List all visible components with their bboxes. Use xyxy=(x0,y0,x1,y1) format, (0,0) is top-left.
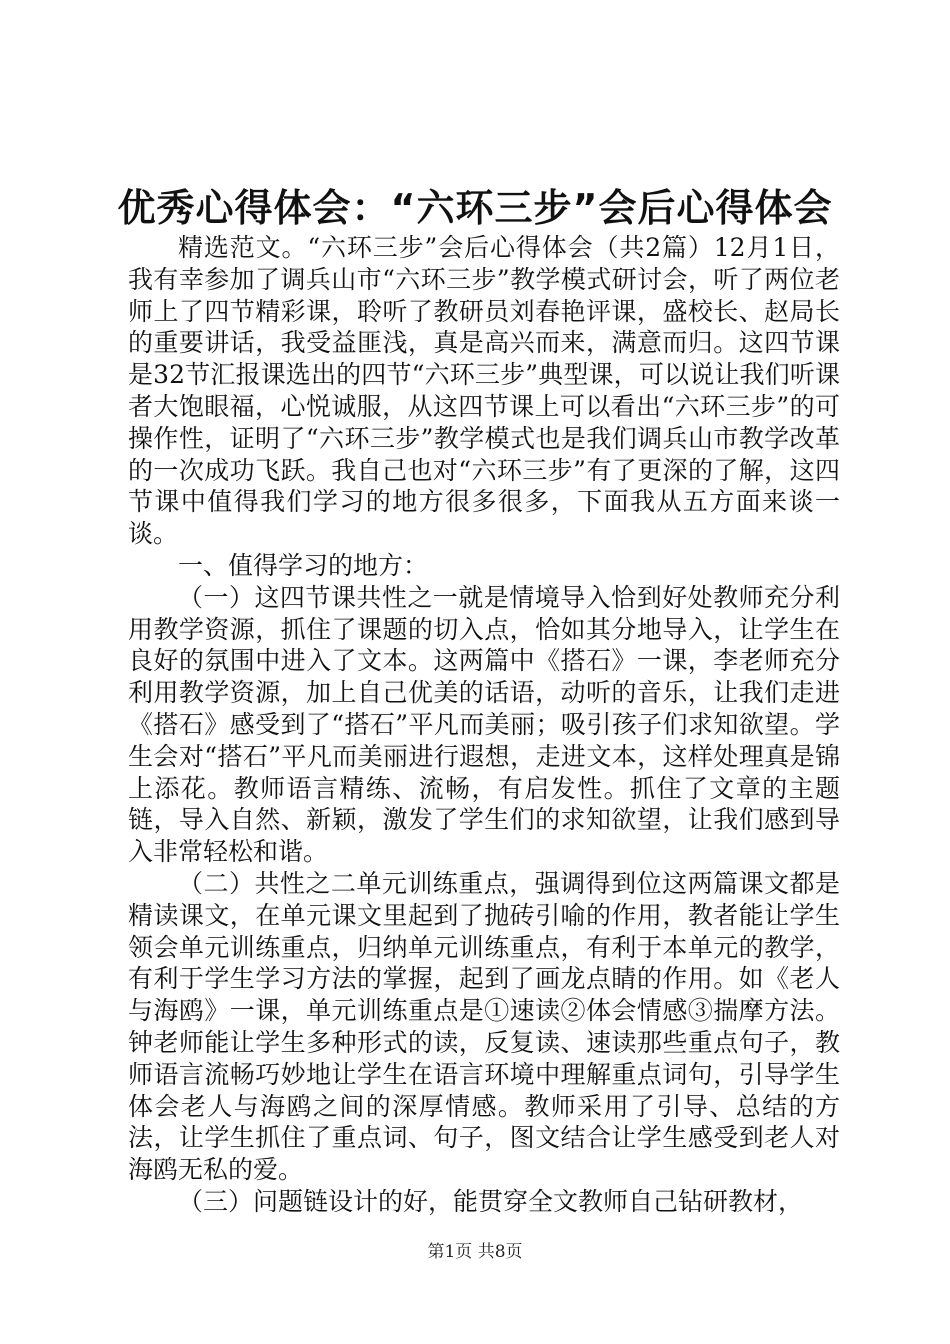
paragraph-section-heading: 一、值得学习的地方： xyxy=(178,550,429,580)
document-body xyxy=(128,232,840,1218)
paragraph-point-2: （二）共性之二单元训练重点，强调得到位这两篇课文都是精读课文，在单元课文里起到了抛砖引喻的作用，教者能让学生领会单元训练重点，归纳单元训练重点，有利于本单元的教学，有利于学生学习方法的掌握，起到了画龙点睛的作用。如《老人与海鸥》一课，单元训练重点是①速读②体会情感③揣摩方法。钟老师能让学生多种形式的读，反复读、速读那些重点句子，教师语言流畅巧妙地让学生在语言环境中理解重点词句，引导学生体会老人与海鸥之间的深厚情感。教师采用了引导、总结的方法，让学生抓住了重点词、句子，图文结合让学生感受到老人对海鸥无私的爱。 xyxy=(128,868,840,1185)
paragraph-point-1: （一）这四节课共性之一就是情境导入恰到好处教师充分利用教学资源，抓住了课题的切入点，恰如其分地导入，让学生在良好的氛围中进入了文本。这两篇中《搭石》一课，李老师充分利用教学资源，加上自己优美的话语，动听的音乐，让我们走进《搭石》感受到了“搭石”平凡而美丽；吸引孩子们求知欲望。学生会对“搭石”平凡而美丽进行遐想，走进文本，这样处理真是锦上添花。教师语言精练、流畅，有启发性。抓住了文章的主题链，导入自然、新颖，激发了学生们的求知欲望，让我们感到导入非常轻松和谐。 xyxy=(128,582,840,867)
page-footer: 第1页 共8页 xyxy=(427,1242,523,1262)
document-title: 优秀心得体会：“六环三步”会后心得体会 xyxy=(117,186,833,230)
paragraph-intro: 精选范文。“六环三步”会后心得体会（共2篇）12月1日，我有幸参加了调兵山市“六环三步”教学模式研讨会，听了两位老师上了四节精彩课，聆听了教研员刘春艳评课，盛校长、赵局长的重要讲话，我受益匪浅，真是高兴而来，满意而归。这四节课是32节汇报课选出的四节“六环三步”典型课，可以说让我们听课者大饱眼福，心悦诚服，从这四节课上可以看出“六环三步”的可操作性，证明了“六环三步”教学模式也是我们调兵山市教学改革的一次成功飞跃。我自己也对“六环三步”有了更深的了解，这四节课中值得我们学习的地方很多很多，下面我从五方面来谈一谈。 xyxy=(128,233,840,549)
paragraph-point-3: （三）问题链设计的好，能贯穿全文教师自己钻研教材， xyxy=(178,1186,804,1216)
